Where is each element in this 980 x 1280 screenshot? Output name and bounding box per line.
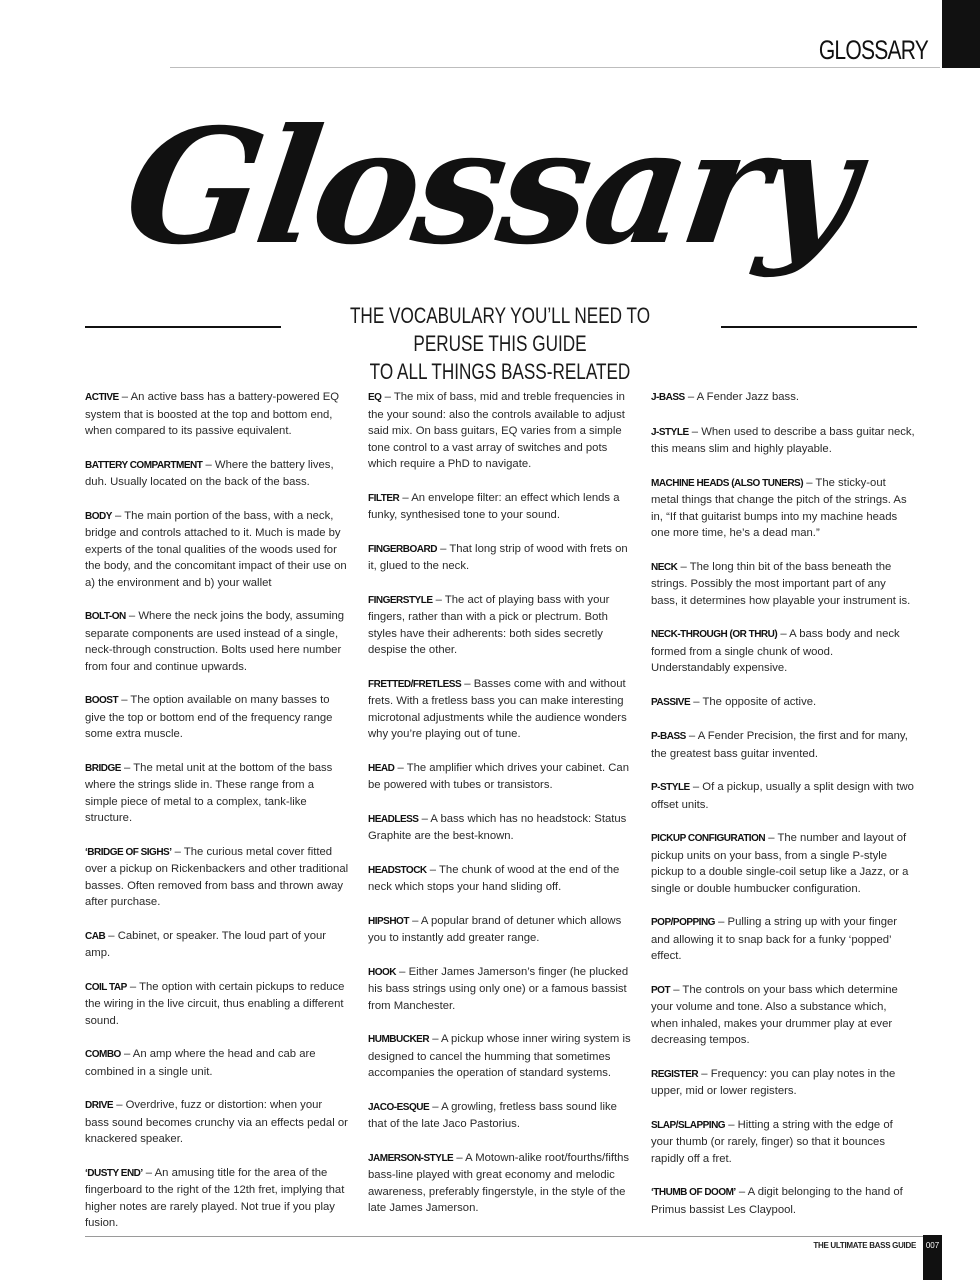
glossary-column-3 xyxy=(651,389,915,1235)
glossary-entry: BODY – The main portion of the bass, with a neck, bridge and controls attached to it. Much is made by experts of the tonal qualities of the woods used for the body, and the concomitant impact of their use on a) the environment and b) your wallet xyxy=(85,509,347,589)
glossary-entry: JAMERSON-STYLE – A Motown-alike root/fourths/fifths bass-line played with great economy and melodic awareness, preferably fingerstyle, in the style of the late James Jamerson. xyxy=(368,1151,630,1214)
subtitle-rule-left xyxy=(85,326,281,328)
section-label: GLOSSARY xyxy=(818,35,928,65)
glossary-definition: The option available on many basses to give the top or bottom end of the frequency range some extra muscle. xyxy=(85,694,333,740)
glossary-entry: J-BASS – A Fender Jazz bass. xyxy=(651,391,799,403)
glossary-term: ‘THUMB OF DOOM’ xyxy=(651,1187,736,1198)
glossary-entry: FILTER – An envelope filter: an effect which lends a funky, synthesised tone to your sound. xyxy=(368,491,620,521)
glossary-entry: BRIDGE – The metal unit at the bottom of the bass where the strings slide in. These range from a simple piece of metal to a complex, tank-like structure. xyxy=(85,761,333,824)
glossary-term: HUMBUCKER xyxy=(368,1034,430,1045)
glossary-definition: Cabinet, or speaker. The loud part of your amp. xyxy=(85,929,327,959)
glossary-definition: A Motown-alike root/fourths/fifths bass-line played with great economy and melodic awareness, preferably fingerstyle, in the style of the late James Jamerson. xyxy=(368,1151,630,1214)
subtitle-line-1: THE VOCABULARY YOU’LL NEED TO PERUSE THIS GUIDE xyxy=(349,303,651,356)
glossary-term: CAB xyxy=(85,930,106,942)
glossary-definition: The metal unit at the bottom of the bass where the strings slide in. These range from a simple piece of metal to a complex, tank-like structure. xyxy=(85,761,333,824)
glossary-entry: COIL TAP – The option with certain pickups to reduce the wiring in the live circuit, thus enabling a different sound. xyxy=(85,980,345,1027)
footer-publication: THE ULTIMATE BASS GUIDE xyxy=(813,1241,916,1250)
glossary-entry: P-BASS – A Fender Precision, the first and for many, the greatest bass guitar invented. xyxy=(651,730,908,760)
glossary-term: FRETTED/FRETLESS xyxy=(368,678,462,690)
glossary-entry: BATTERY COMPARTMENT – Where the battery lives, duh. Usually located on the back of the bass. xyxy=(85,458,334,488)
corner-tab xyxy=(942,0,980,68)
header-rule xyxy=(170,67,940,68)
glossary-term: FINGERBOARD xyxy=(368,543,437,555)
glossary-term: EQ xyxy=(368,392,382,403)
glossary-term: BODY xyxy=(85,510,112,522)
glossary-definition: Either James Jamerson’s finger (he plucked his bass strings using only one) or a famous bassist from Manchester. xyxy=(368,965,629,1012)
glossary-entry: REGISTER – Frequency: you can play notes in the upper, mid or lower registers. xyxy=(651,1067,896,1097)
glossary-entry: HOOK – Either James Jamerson’s finger (he plucked his bass strings using only one) or a famous bassist from Manchester. xyxy=(368,965,629,1012)
glossary-entry: CAB – Cabinet, or speaker. The loud part of your amp. xyxy=(85,929,327,959)
glossary-entry: ACTIVE – An active bass has a battery-powered EQ system that is boosted at the top and bottom end, when compared to its passive equivalent. xyxy=(85,391,340,437)
glossary-term: POT xyxy=(651,984,671,996)
glossary-definition: The act of playing bass with your fingers, rather than with a pick or plectrum. Both styles have their adherents: both sides secretly despise the other. xyxy=(368,593,610,656)
glossary-term: J-BASS xyxy=(651,392,685,403)
glossary-definition: The option with certain pickups to reduce the wiring in the live circuit, thus enabling a different sound. xyxy=(85,980,345,1027)
glossary-entry: P-STYLE – Of a pickup, usually a split design with two offset units. xyxy=(651,781,914,811)
glossary-entry: FRETTED/FRETLESS – Basses come with and without frets. With a fretless bass you can make interesting microtonal adjustments while the audience wonders why you’re playing out of tune. xyxy=(368,677,627,740)
glossary-entry: COMBO – An amp where the head and cab are combined in a single unit. xyxy=(85,1048,316,1078)
glossary-term: DRIVE xyxy=(85,1100,114,1111)
glossary-term: ‘DUSTY END’ xyxy=(85,1167,143,1179)
glossary-entry: ‘BRIDGE OF SIGHS’ – The curious metal cover fitted over a pickup on Rickenbackers and other traditional basses. Often removed from bass and thrown away after purchase. xyxy=(85,845,349,908)
glossary-definition: A Fender Jazz bass. xyxy=(696,391,799,403)
glossary-entry: BOOST – The option available on many basses to give the top or bottom end of the frequency range some extra muscle. xyxy=(85,694,333,740)
glossary-definition: When used to describe a bass guitar neck, this means slim and highly playable. xyxy=(651,425,915,455)
glossary-entry: HIPSHOT – A popular brand of detuner which allows you to instantly add greater range. xyxy=(368,914,622,944)
glossary-definition: The curious metal cover fitted over a pickup on Rickenbackers and other traditional basses. Often removed from bass and thrown away after purchase. xyxy=(85,845,349,908)
glossary-entry: PASSIVE – The opposite of active. xyxy=(651,695,817,708)
page-number: 007 xyxy=(923,1235,942,1280)
glossary-definition: The amplifier which drives your cabinet. Can be powered with tubes or transistors. xyxy=(368,761,629,791)
glossary-entry: NECK-THROUGH (OR THRU) – A bass body and neck formed from a single chunk of wood. Understandably expensive. xyxy=(651,628,900,674)
glossary-definition: Basses come with and without frets. With a fretless bass you can make interesting microtonal adjustments while the audience wonders why you’re playing out of tune. xyxy=(368,677,627,740)
glossary-term: ACTIVE xyxy=(85,392,119,403)
glossary-entry: DRIVE – Overdrive, fuzz or distortion: when your bass sound becomes crunchy via an effects pedal or knackered speaker. xyxy=(85,1099,348,1145)
glossary-term: BATTERY COMPARTMENT xyxy=(85,459,203,471)
glossary-term: FILTER xyxy=(368,492,400,504)
glossary-term: PASSIVE xyxy=(651,696,691,708)
page-title: Glossary xyxy=(115,95,865,280)
subtitle-rule-right xyxy=(721,326,917,328)
glossary-definition: A Fender Precision, the first and for many, the greatest bass guitar invented. xyxy=(651,730,908,760)
glossary-entry: HEADSTOCK – The chunk of wood at the end of the neck which stops your hand sliding off. xyxy=(368,863,620,893)
glossary-entry: FINGERBOARD – That long strip of wood with frets on it, glued to the neck. xyxy=(368,542,628,572)
glossary-entry: BOLT-ON – Where the neck joins the body, assuming separate components are used instead of a single, neck-through construction. Bolts used here number from four and continue upwards. xyxy=(85,610,345,673)
glossary-definition: The chunk of wood at the end of the neck which stops your hand sliding off. xyxy=(368,863,620,893)
glossary-term: BRIDGE xyxy=(85,762,121,774)
glossary-term: P-STYLE xyxy=(651,782,690,793)
glossary-term: BOLT-ON xyxy=(85,611,126,622)
glossary-definition: Hitting a string with the edge of your thumb (or rarely, finger) so that it bounces rapidly off a fret. xyxy=(651,1118,893,1165)
glossary-definition: A popular brand of detuner which allows you to instantly add greater range. xyxy=(368,914,622,944)
glossary-entry: ‘THUMB OF DOOM’ – A digit belonging to the hand of Primus bassist Les Claypool. xyxy=(651,1186,903,1216)
glossary-term: J-STYLE xyxy=(651,426,689,438)
footer-rule xyxy=(85,1236,925,1237)
glossary-definition: Where the battery lives, duh. Usually located on the back of the bass. xyxy=(85,458,334,488)
glossary-entry: EQ – The mix of bass, mid and treble frequencies in the your sound: also the controls available to adjust said mix. On bass guitars, EQ varies from a simple tone control to a vast array of switches and pots which require a PhD to navigate. xyxy=(368,391,625,470)
glossary-entry: J-STYLE – When used to describe a bass guitar neck, this means slim and highly playable. xyxy=(651,425,915,455)
glossary-term: NECK-THROUGH (OR THRU) xyxy=(651,629,778,640)
glossary-definition: That long strip of wood with frets on it, glued to the neck. xyxy=(368,542,628,572)
glossary-definition: Of a pickup, usually a split design with two offset units. xyxy=(651,781,914,811)
glossary-term: JAMERSON-STYLE xyxy=(368,1152,454,1164)
glossary-term: NECK xyxy=(651,561,678,573)
glossary-entry: HUMBUCKER – A pickup whose inner wiring system is designed to cancel the humming that sometimes accompanies the operation of standard systems. xyxy=(368,1033,631,1079)
glossary-term: ‘BRIDGE OF SIGHS’ xyxy=(85,846,172,858)
glossary-entry: SLAP/SLAPPING – Hitting a string with the edge of your thumb (or rarely, finger) so that it bounces rapidly off a fret. xyxy=(651,1118,893,1165)
subtitle-line-2: TO ALL THINGS BASS-RELATED xyxy=(369,359,631,384)
glossary-entry: JACO-ESQUE – A growling, fretless bass sound like that of the late Jaco Pastorius. xyxy=(368,1100,617,1130)
glossary-term: COMBO xyxy=(85,1049,121,1060)
glossary-entry: MACHINE HEADS (ALSO TUNERS) – The sticky-out metal things that change the pitch of the strings. As in, “If that guitarist bumps into my machine heads one more time, he’s a dead man.” xyxy=(651,476,907,539)
glossary-term: HOOK xyxy=(368,966,396,978)
glossary-term: BOOST xyxy=(85,695,119,706)
glossary-definition: A bass which has no headstock: Status Graphite are the best-known. xyxy=(368,812,627,842)
glossary-definition: An envelope filter: an effect which lends a funky, synthesised tone to your sound. xyxy=(368,491,620,521)
glossary-definition: A bass body and neck formed from a single chunk of wood. Understandably expensive. xyxy=(651,628,900,674)
glossary-entry: HEADLESS – A bass which has no headstock: Status Graphite are the best-known. xyxy=(368,812,627,842)
glossary-definition: A growling, fretless bass sound like that of the late Jaco Pastorius. xyxy=(368,1100,617,1130)
glossary-term: FINGERSTYLE xyxy=(368,594,433,606)
glossary-term: HEADLESS xyxy=(368,813,419,825)
glossary-entry: POT – The controls on your bass which determine your volume and tone. Also a substance which, when inhaled, makes your drummer play at ever decreasing tempos. xyxy=(651,983,898,1046)
glossary-definition: The mix of bass, mid and treble frequencies in the your sound: also the controls available to adjust said mix. On bass guitars, EQ varies from a simple tone control to a vast array of switches and pots which require a PhD to navigate. xyxy=(368,391,625,470)
glossary-entry: ‘DUSTY END’ – An amusing title for the area of the fingerboard to the right of the 12th fret, implying that higher notes are rarely played. Not true if you play fusion. xyxy=(85,1166,345,1229)
glossary-definition: An amusing title for the area of the fingerboard to the right of the 12th fret, implying that higher notes are rarely played. Not true if you play fusion. xyxy=(85,1166,345,1229)
glossary-entry: FINGERSTYLE – The act of playing bass with your fingers, rather than with a pick or plectrum. Both styles have their adherents: both sides secretly despise the other. xyxy=(368,593,610,656)
glossary-term: COIL TAP xyxy=(85,981,127,993)
glossary-term: SLAP/SLAPPING xyxy=(651,1119,726,1131)
glossary-term: P-BASS xyxy=(651,731,686,742)
glossary-term: HEAD xyxy=(368,762,395,774)
subtitle xyxy=(300,302,700,386)
glossary-definition: The main portion of the bass, with a neck, bridge and controls attached to it. Much is made by experts of the tonal qualities of the woods used for the body, and the concomitant impact of their use on a) the environment and b) your wallet xyxy=(85,509,347,589)
glossary-definition: The opposite of active. xyxy=(702,695,817,708)
glossary-term: REGISTER xyxy=(651,1068,699,1080)
glossary-term: HEADSTOCK xyxy=(368,864,427,876)
glossary-term: JACO-ESQUE xyxy=(368,1101,430,1113)
glossary-definition: Frequency: you can play notes in the upper, mid or lower registers. xyxy=(651,1067,896,1097)
glossary-term: PICKUP CONFIGURATION xyxy=(651,833,766,844)
glossary-entry: HEAD – The amplifier which drives your cabinet. Can be powered with tubes or transistors. xyxy=(368,761,629,791)
glossary-entry: POP/POPPING – Pulling a string up with your finger and allowing it to snap back for a funky ‘popped’ effect. xyxy=(651,916,898,962)
glossary-definition: Where the neck joins the body, assuming separate components are used instead of a single, neck-through construction. Bolts used here number from four and continue upwards. xyxy=(85,610,345,673)
glossary-entry: PICKUP CONFIGURATION – The number and layout of pickup units on your bass, from a single P-style pickup to a double single-coil setup like a Jazz, or a single or double humbucker configuration. xyxy=(651,832,909,895)
glossary-definition: The number and layout of pickup units on your bass, from a single P-style pickup to a double single-coil setup like a Jazz, or a single or double humbucker configuration. xyxy=(651,832,909,895)
glossary-definition: The controls on your bass which determine your volume and tone. Also a substance which, when inhaled, makes your drummer play at ever decreasing tempos. xyxy=(651,983,898,1046)
glossary-definition: A digit belonging to the hand of Primus bassist Les Claypool. xyxy=(651,1186,903,1216)
glossary-column-2 xyxy=(368,389,632,1234)
glossary-definition: An amp where the head and cab are combined in a single unit. xyxy=(85,1048,316,1078)
glossary-definition: The sticky-out metal things that change the pitch of the strings. As in, “If that guitarist bumps into my machine heads one more time, he’s a dead man.” xyxy=(651,476,907,539)
glossary-definition: The long thin bit of the bass beneath the strings. Possibly the most important part of any bass, it determines how playable your instrument is. xyxy=(651,560,911,607)
glossary-definition: A pickup whose inner wiring system is designed to cancel the humming that sometimes accompanies the operation of standard systems. xyxy=(368,1033,631,1079)
glossary-definition: Overdrive, fuzz or distortion: when your bass sound becomes crunchy via an effects pedal or knackered speaker. xyxy=(85,1099,348,1145)
glossary-term: POP/POPPING xyxy=(651,917,715,928)
glossary-term: MACHINE HEADS (ALSO TUNERS) xyxy=(651,477,804,489)
glossary-definition: Pulling a string up with your finger and allowing it to snap back for a funky ‘popped’ effect. xyxy=(651,916,898,962)
glossary-entry: NECK – The long thin bit of the bass beneath the strings. Possibly the most important part of any bass, it determines how playable your instrument is. xyxy=(651,560,911,607)
glossary-term: HIPSHOT xyxy=(368,915,409,927)
glossary-column-1 xyxy=(85,389,349,1249)
glossary-definition: An active bass has a battery-powered EQ system that is boosted at the top and bottom end, when compared to its passive equivalent. xyxy=(85,391,340,437)
